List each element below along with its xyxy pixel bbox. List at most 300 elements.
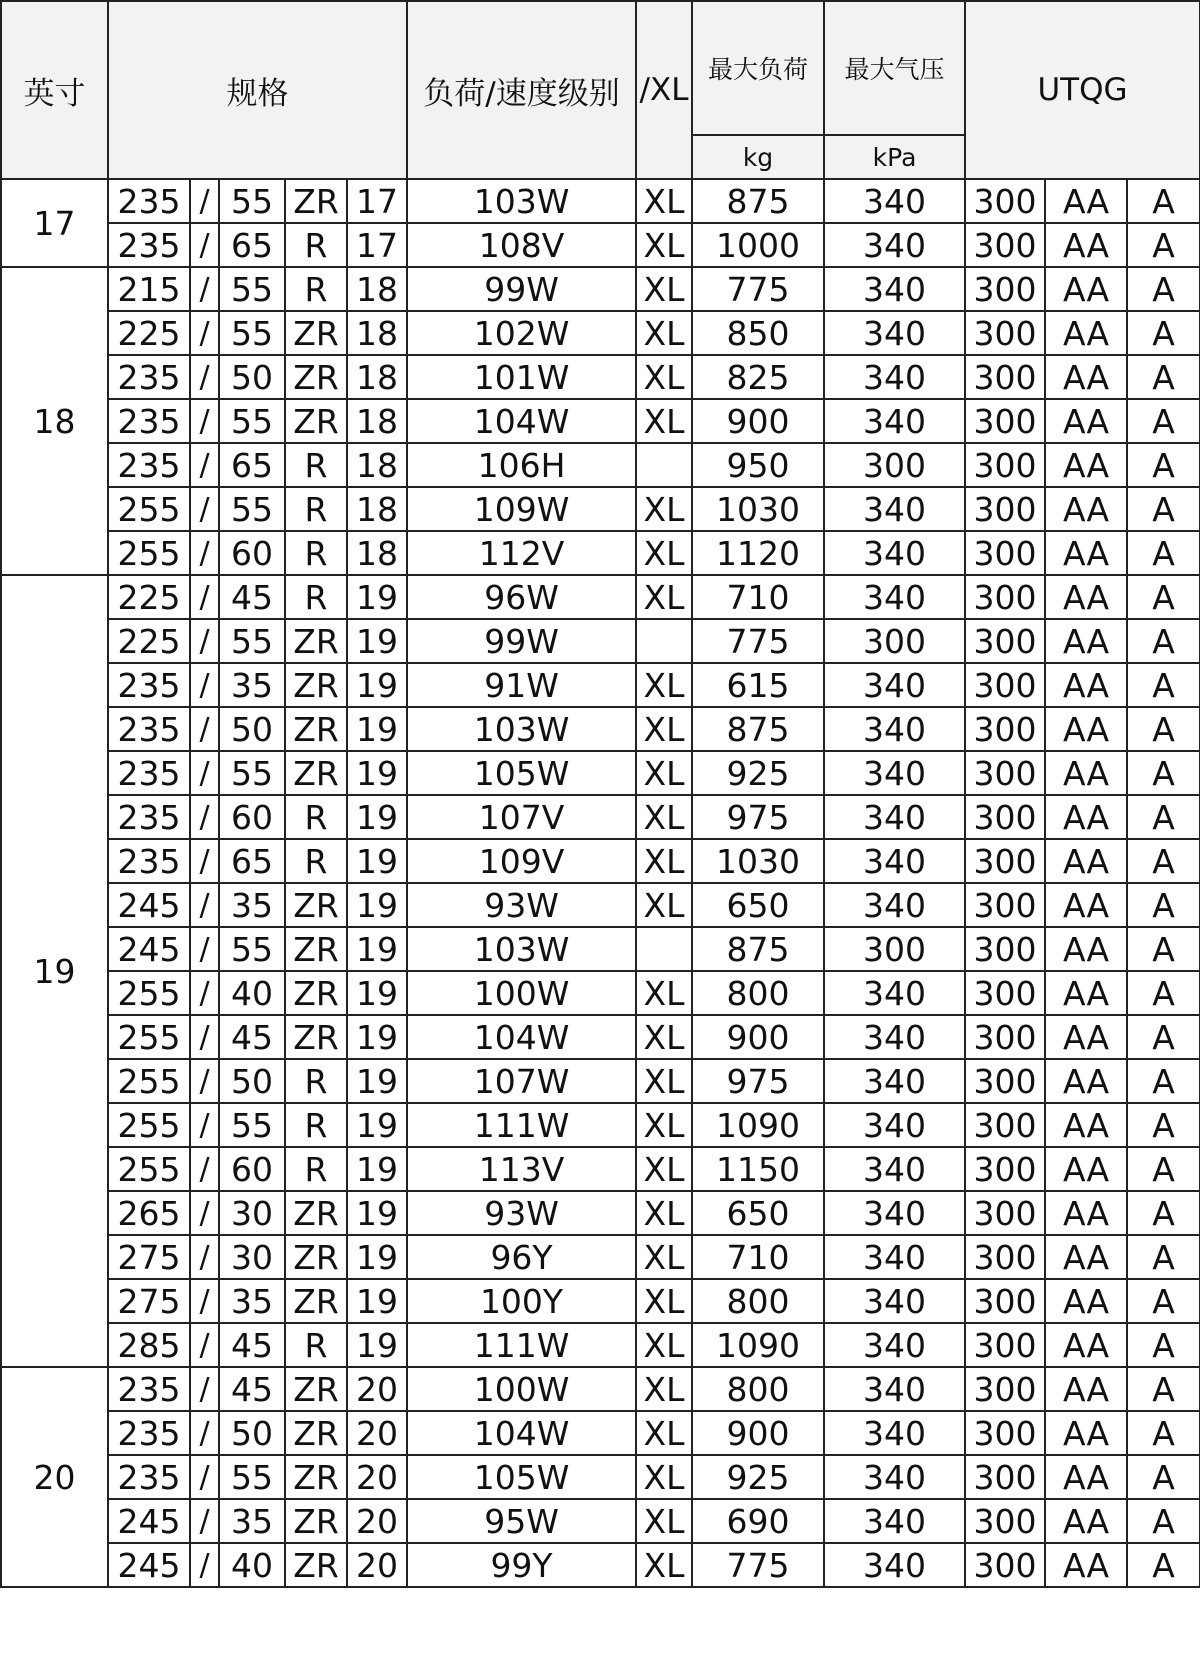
width-cell: 255: [108, 1015, 190, 1059]
construction-cell: R: [285, 1103, 347, 1147]
construction-cell: ZR: [285, 355, 347, 399]
max-load-cell: 900: [692, 1411, 824, 1455]
temperature-cell: A: [1127, 1191, 1200, 1235]
width-cell: 265: [108, 1191, 190, 1235]
table-row: [1, 443, 1200, 487]
max-pressure-cell: 340: [824, 1499, 965, 1543]
rim-diameter-cell: 19: [347, 575, 407, 619]
width-cell: 255: [108, 487, 190, 531]
aspect-ratio-cell: 45: [219, 575, 285, 619]
aspect-ratio-cell: 55: [219, 399, 285, 443]
width-cell: 255: [108, 1059, 190, 1103]
temperature-cell: A: [1127, 1015, 1200, 1059]
temperature-cell: A: [1127, 223, 1200, 267]
slash-cell: /: [190, 1015, 219, 1059]
temperature-cell: A: [1127, 1411, 1200, 1455]
width-cell: 235: [108, 751, 190, 795]
temperature-cell: A: [1127, 707, 1200, 751]
temperature-cell: A: [1127, 179, 1200, 223]
xl-cell: [636, 927, 692, 971]
slash-cell: /: [190, 179, 219, 223]
traction-cell: AA: [1045, 399, 1127, 443]
traction-cell: AA: [1045, 1015, 1127, 1059]
temperature-cell: A: [1127, 1367, 1200, 1411]
load-speed-index-cell: 100Y: [407, 1279, 636, 1323]
slash-cell: /: [190, 355, 219, 399]
width-cell: 225: [108, 311, 190, 355]
xl-cell: XL: [636, 487, 692, 531]
inch-group-cell: 17: [1, 179, 108, 267]
xl-cell: XL: [636, 971, 692, 1015]
load-speed-index-cell: 104W: [407, 1411, 636, 1455]
width-cell: 235: [108, 1367, 190, 1411]
max-pressure-cell: 340: [824, 1543, 965, 1587]
traction-cell: AA: [1045, 663, 1127, 707]
load-speed-index-cell: 103W: [407, 927, 636, 971]
load-speed-index-cell: 104W: [407, 1015, 636, 1059]
construction-cell: R: [285, 839, 347, 883]
table-row: [1, 619, 1200, 663]
max-load-cell: 650: [692, 1191, 824, 1235]
load-speed-index-cell: 96W: [407, 575, 636, 619]
traction-cell: AA: [1045, 487, 1127, 531]
max-pressure-cell: 340: [824, 1411, 965, 1455]
xl-cell: XL: [636, 839, 692, 883]
traction-cell: AA: [1045, 267, 1127, 311]
max-pressure-cell: 340: [824, 1191, 965, 1235]
max-pressure-cell: 340: [824, 399, 965, 443]
construction-cell: R: [285, 1323, 347, 1367]
treadwear-cell: 300: [965, 1015, 1045, 1059]
table-row: [1, 839, 1200, 883]
header-max-load-unit: kg: [692, 135, 824, 179]
load-speed-index-cell: 107V: [407, 795, 636, 839]
traction-cell: AA: [1045, 839, 1127, 883]
table-row: [1, 355, 1200, 399]
temperature-cell: A: [1127, 1499, 1200, 1543]
slash-cell: /: [190, 1235, 219, 1279]
traction-cell: AA: [1045, 971, 1127, 1015]
xl-cell: XL: [636, 399, 692, 443]
width-cell: 235: [108, 443, 190, 487]
xl-cell: XL: [636, 1191, 692, 1235]
construction-cell: ZR: [285, 971, 347, 1015]
treadwear-cell: 300: [965, 267, 1045, 311]
traction-cell: AA: [1045, 1455, 1127, 1499]
table-row: [1, 1323, 1200, 1367]
slash-cell: /: [190, 487, 219, 531]
traction-cell: AA: [1045, 1235, 1127, 1279]
aspect-ratio-cell: 35: [219, 1499, 285, 1543]
table-row: [1, 487, 1200, 531]
rim-diameter-cell: 19: [347, 1015, 407, 1059]
construction-cell: ZR: [285, 1015, 347, 1059]
aspect-ratio-cell: 55: [219, 927, 285, 971]
aspect-ratio-cell: 40: [219, 1543, 285, 1587]
temperature-cell: A: [1127, 1323, 1200, 1367]
traction-cell: AA: [1045, 1147, 1127, 1191]
xl-cell: XL: [636, 1147, 692, 1191]
traction-cell: AA: [1045, 751, 1127, 795]
slash-cell: /: [190, 575, 219, 619]
width-cell: 235: [108, 1455, 190, 1499]
treadwear-cell: 300: [965, 311, 1045, 355]
construction-cell: ZR: [285, 1191, 347, 1235]
width-cell: 235: [108, 355, 190, 399]
load-speed-index-cell: 102W: [407, 311, 636, 355]
max-pressure-cell: 340: [824, 751, 965, 795]
aspect-ratio-cell: 60: [219, 1147, 285, 1191]
construction-cell: ZR: [285, 1499, 347, 1543]
xl-cell: XL: [636, 707, 692, 751]
temperature-cell: A: [1127, 399, 1200, 443]
max-pressure-cell: 340: [824, 355, 965, 399]
load-speed-index-cell: 108V: [407, 223, 636, 267]
rim-diameter-cell: 17: [347, 179, 407, 223]
max-pressure-cell: 340: [824, 1059, 965, 1103]
xl-cell: XL: [636, 1411, 692, 1455]
max-load-cell: 875: [692, 927, 824, 971]
aspect-ratio-cell: 60: [219, 531, 285, 575]
temperature-cell: A: [1127, 1059, 1200, 1103]
temperature-cell: A: [1127, 1235, 1200, 1279]
load-speed-index-cell: 104W: [407, 399, 636, 443]
table-row: [1, 795, 1200, 839]
construction-cell: ZR: [285, 1367, 347, 1411]
max-load-cell: 800: [692, 971, 824, 1015]
table-row: [1, 1147, 1200, 1191]
rim-diameter-cell: 18: [347, 487, 407, 531]
width-cell: 235: [108, 707, 190, 751]
aspect-ratio-cell: 50: [219, 355, 285, 399]
construction-cell: ZR: [285, 1455, 347, 1499]
table-row: [1, 1191, 1200, 1235]
slash-cell: /: [190, 267, 219, 311]
aspect-ratio-cell: 55: [219, 1455, 285, 1499]
width-cell: 235: [108, 179, 190, 223]
max-load-cell: 825: [692, 355, 824, 399]
table-row: [1, 531, 1200, 575]
construction-cell: R: [285, 267, 347, 311]
max-pressure-cell: 340: [824, 1103, 965, 1147]
construction-cell: ZR: [285, 1279, 347, 1323]
load-speed-index-cell: 109V: [407, 839, 636, 883]
width-cell: 255: [108, 1103, 190, 1147]
xl-cell: XL: [636, 311, 692, 355]
table-row: [1, 927, 1200, 971]
construction-cell: R: [285, 575, 347, 619]
temperature-cell: A: [1127, 971, 1200, 1015]
treadwear-cell: 300: [965, 531, 1045, 575]
table-row: [1, 1411, 1200, 1455]
slash-cell: /: [190, 1499, 219, 1543]
treadwear-cell: 300: [965, 751, 1045, 795]
max-pressure-cell: 300: [824, 927, 965, 971]
inch-group-cell: 19: [1, 575, 108, 1367]
slash-cell: /: [190, 1191, 219, 1235]
construction-cell: ZR: [285, 707, 347, 751]
load-speed-index-cell: 109W: [407, 487, 636, 531]
temperature-cell: A: [1127, 1103, 1200, 1147]
max-pressure-cell: 340: [824, 839, 965, 883]
treadwear-cell: 300: [965, 1191, 1045, 1235]
max-pressure-cell: 340: [824, 223, 965, 267]
treadwear-cell: 300: [965, 1499, 1045, 1543]
max-load-cell: 800: [692, 1279, 824, 1323]
treadwear-cell: 300: [965, 1147, 1045, 1191]
treadwear-cell: 300: [965, 839, 1045, 883]
traction-cell: AA: [1045, 1411, 1127, 1455]
load-speed-index-cell: 99W: [407, 267, 636, 311]
rim-diameter-cell: 19: [347, 1191, 407, 1235]
aspect-ratio-cell: 60: [219, 795, 285, 839]
width-cell: 255: [108, 531, 190, 575]
max-pressure-cell: 340: [824, 1235, 965, 1279]
table-row: [1, 179, 1200, 223]
slash-cell: /: [190, 1411, 219, 1455]
xl-cell: XL: [636, 575, 692, 619]
rim-diameter-cell: 19: [347, 751, 407, 795]
rim-diameter-cell: 19: [347, 1103, 407, 1147]
treadwear-cell: 300: [965, 1367, 1045, 1411]
aspect-ratio-cell: 35: [219, 663, 285, 707]
header-max-pressure: 最大气压: [824, 1, 965, 135]
max-pressure-cell: 340: [824, 883, 965, 927]
treadwear-cell: 300: [965, 971, 1045, 1015]
slash-cell: /: [190, 1103, 219, 1147]
temperature-cell: A: [1127, 795, 1200, 839]
max-pressure-cell: 340: [824, 1323, 965, 1367]
aspect-ratio-cell: 30: [219, 1191, 285, 1235]
rim-diameter-cell: 19: [347, 619, 407, 663]
xl-cell: XL: [636, 1279, 692, 1323]
load-speed-index-cell: 113V: [407, 1147, 636, 1191]
slash-cell: /: [190, 443, 219, 487]
width-cell: 255: [108, 1147, 190, 1191]
aspect-ratio-cell: 55: [219, 751, 285, 795]
construction-cell: ZR: [285, 1543, 347, 1587]
traction-cell: AA: [1045, 179, 1127, 223]
construction-cell: ZR: [285, 399, 347, 443]
max-load-cell: 710: [692, 575, 824, 619]
aspect-ratio-cell: 45: [219, 1015, 285, 1059]
traction-cell: AA: [1045, 1103, 1127, 1147]
header-max-load: 最大负荷: [692, 1, 824, 135]
max-load-cell: 1030: [692, 487, 824, 531]
traction-cell: AA: [1045, 883, 1127, 927]
temperature-cell: A: [1127, 751, 1200, 795]
slash-cell: /: [190, 971, 219, 1015]
rim-diameter-cell: 20: [347, 1499, 407, 1543]
table-row: [1, 575, 1200, 619]
traction-cell: AA: [1045, 355, 1127, 399]
width-cell: 245: [108, 883, 190, 927]
load-speed-index-cell: 101W: [407, 355, 636, 399]
load-speed-index-cell: 105W: [407, 751, 636, 795]
max-pressure-cell: 340: [824, 1147, 965, 1191]
construction-cell: R: [285, 1147, 347, 1191]
aspect-ratio-cell: 65: [219, 223, 285, 267]
table-row: [1, 1103, 1200, 1147]
treadwear-cell: 300: [965, 1279, 1045, 1323]
temperature-cell: A: [1127, 531, 1200, 575]
load-speed-index-cell: 100W: [407, 971, 636, 1015]
load-speed-index-cell: 112V: [407, 531, 636, 575]
xl-cell: XL: [636, 179, 692, 223]
xl-cell: [636, 619, 692, 663]
xl-cell: XL: [636, 531, 692, 575]
load-speed-index-cell: 95W: [407, 1499, 636, 1543]
aspect-ratio-cell: 45: [219, 1323, 285, 1367]
slash-cell: /: [190, 619, 219, 663]
traction-cell: AA: [1045, 1191, 1127, 1235]
treadwear-cell: 300: [965, 575, 1045, 619]
traction-cell: AA: [1045, 927, 1127, 971]
construction-cell: ZR: [285, 927, 347, 971]
rim-diameter-cell: 20: [347, 1367, 407, 1411]
rim-diameter-cell: 19: [347, 707, 407, 751]
load-speed-index-cell: 105W: [407, 1455, 636, 1499]
max-load-cell: 950: [692, 443, 824, 487]
max-load-cell: 690: [692, 1499, 824, 1543]
xl-cell: XL: [636, 1323, 692, 1367]
traction-cell: AA: [1045, 443, 1127, 487]
inch-group-cell: 20: [1, 1367, 108, 1587]
width-cell: 275: [108, 1279, 190, 1323]
width-cell: 285: [108, 1323, 190, 1367]
aspect-ratio-cell: 45: [219, 1367, 285, 1411]
temperature-cell: A: [1127, 443, 1200, 487]
load-speed-index-cell: 111W: [407, 1103, 636, 1147]
treadwear-cell: 300: [965, 179, 1045, 223]
max-pressure-cell: 340: [824, 311, 965, 355]
inch-group-cell: 18: [1, 267, 108, 575]
construction-cell: ZR: [285, 179, 347, 223]
table-row: [1, 883, 1200, 927]
max-load-cell: 1090: [692, 1103, 824, 1147]
aspect-ratio-cell: 55: [219, 179, 285, 223]
construction-cell: R: [285, 223, 347, 267]
header-max-pressure-unit: kPa: [824, 135, 965, 179]
slash-cell: /: [190, 927, 219, 971]
traction-cell: AA: [1045, 1499, 1127, 1543]
max-pressure-cell: 340: [824, 971, 965, 1015]
max-pressure-cell: 340: [824, 267, 965, 311]
traction-cell: AA: [1045, 311, 1127, 355]
aspect-ratio-cell: 55: [219, 1103, 285, 1147]
aspect-ratio-cell: 35: [219, 883, 285, 927]
rim-diameter-cell: 19: [347, 839, 407, 883]
aspect-ratio-cell: 40: [219, 971, 285, 1015]
max-load-cell: 850: [692, 311, 824, 355]
header-xl: /XL: [636, 1, 692, 179]
treadwear-cell: 300: [965, 927, 1045, 971]
temperature-cell: A: [1127, 1147, 1200, 1191]
xl-cell: XL: [636, 1543, 692, 1587]
table-row: [1, 751, 1200, 795]
load-speed-index-cell: 93W: [407, 1191, 636, 1235]
max-pressure-cell: 340: [824, 707, 965, 751]
max-load-cell: 1000: [692, 223, 824, 267]
rim-diameter-cell: 19: [347, 927, 407, 971]
construction-cell: R: [285, 443, 347, 487]
treadwear-cell: 300: [965, 1411, 1045, 1455]
max-load-cell: 710: [692, 1235, 824, 1279]
xl-cell: XL: [636, 1103, 692, 1147]
max-load-cell: 925: [692, 1455, 824, 1499]
temperature-cell: A: [1127, 311, 1200, 355]
temperature-cell: A: [1127, 1455, 1200, 1499]
width-cell: 235: [108, 399, 190, 443]
slash-cell: /: [190, 1059, 219, 1103]
xl-cell: XL: [636, 355, 692, 399]
max-load-cell: 1030: [692, 839, 824, 883]
max-load-cell: 615: [692, 663, 824, 707]
treadwear-cell: 300: [965, 1235, 1045, 1279]
max-pressure-cell: 340: [824, 1015, 965, 1059]
construction-cell: ZR: [285, 311, 347, 355]
table-row: [1, 971, 1200, 1015]
load-speed-index-cell: 103W: [407, 179, 636, 223]
spec-table-body: [1, 179, 1200, 1587]
temperature-cell: A: [1127, 355, 1200, 399]
rim-diameter-cell: 18: [347, 399, 407, 443]
load-speed-index-cell: 91W: [407, 663, 636, 707]
slash-cell: /: [190, 883, 219, 927]
slash-cell: /: [190, 399, 219, 443]
traction-cell: AA: [1045, 223, 1127, 267]
rim-diameter-cell: 19: [347, 971, 407, 1015]
xl-cell: XL: [636, 1059, 692, 1103]
table-row: [1, 1455, 1200, 1499]
table-row: [1, 707, 1200, 751]
rim-diameter-cell: 19: [347, 1235, 407, 1279]
temperature-cell: A: [1127, 663, 1200, 707]
load-speed-index-cell: 107W: [407, 1059, 636, 1103]
header-spec: 规格: [108, 1, 407, 179]
load-speed-index-cell: 99W: [407, 619, 636, 663]
aspect-ratio-cell: 55: [219, 311, 285, 355]
max-load-cell: 975: [692, 795, 824, 839]
max-load-cell: 925: [692, 751, 824, 795]
max-pressure-cell: 340: [824, 663, 965, 707]
aspect-ratio-cell: 35: [219, 1279, 285, 1323]
temperature-cell: A: [1127, 1543, 1200, 1587]
width-cell: 235: [108, 663, 190, 707]
xl-cell: XL: [636, 883, 692, 927]
header-utqg: UTQG: [965, 1, 1200, 179]
slash-cell: /: [190, 707, 219, 751]
table-row: [1, 1235, 1200, 1279]
aspect-ratio-cell: 55: [219, 267, 285, 311]
rim-diameter-cell: 19: [347, 663, 407, 707]
slash-cell: /: [190, 311, 219, 355]
construction-cell: R: [285, 1059, 347, 1103]
treadwear-cell: 300: [965, 1543, 1045, 1587]
traction-cell: AA: [1045, 1323, 1127, 1367]
temperature-cell: A: [1127, 267, 1200, 311]
treadwear-cell: 300: [965, 883, 1045, 927]
treadwear-cell: 300: [965, 1323, 1045, 1367]
max-load-cell: 900: [692, 399, 824, 443]
rim-diameter-cell: 20: [347, 1411, 407, 1455]
traction-cell: AA: [1045, 1543, 1127, 1587]
header-inch: 英寸: [1, 1, 108, 179]
width-cell: 245: [108, 927, 190, 971]
header-load-speed: 负荷/速度级别: [407, 1, 636, 179]
construction-cell: ZR: [285, 883, 347, 927]
max-pressure-cell: 340: [824, 179, 965, 223]
